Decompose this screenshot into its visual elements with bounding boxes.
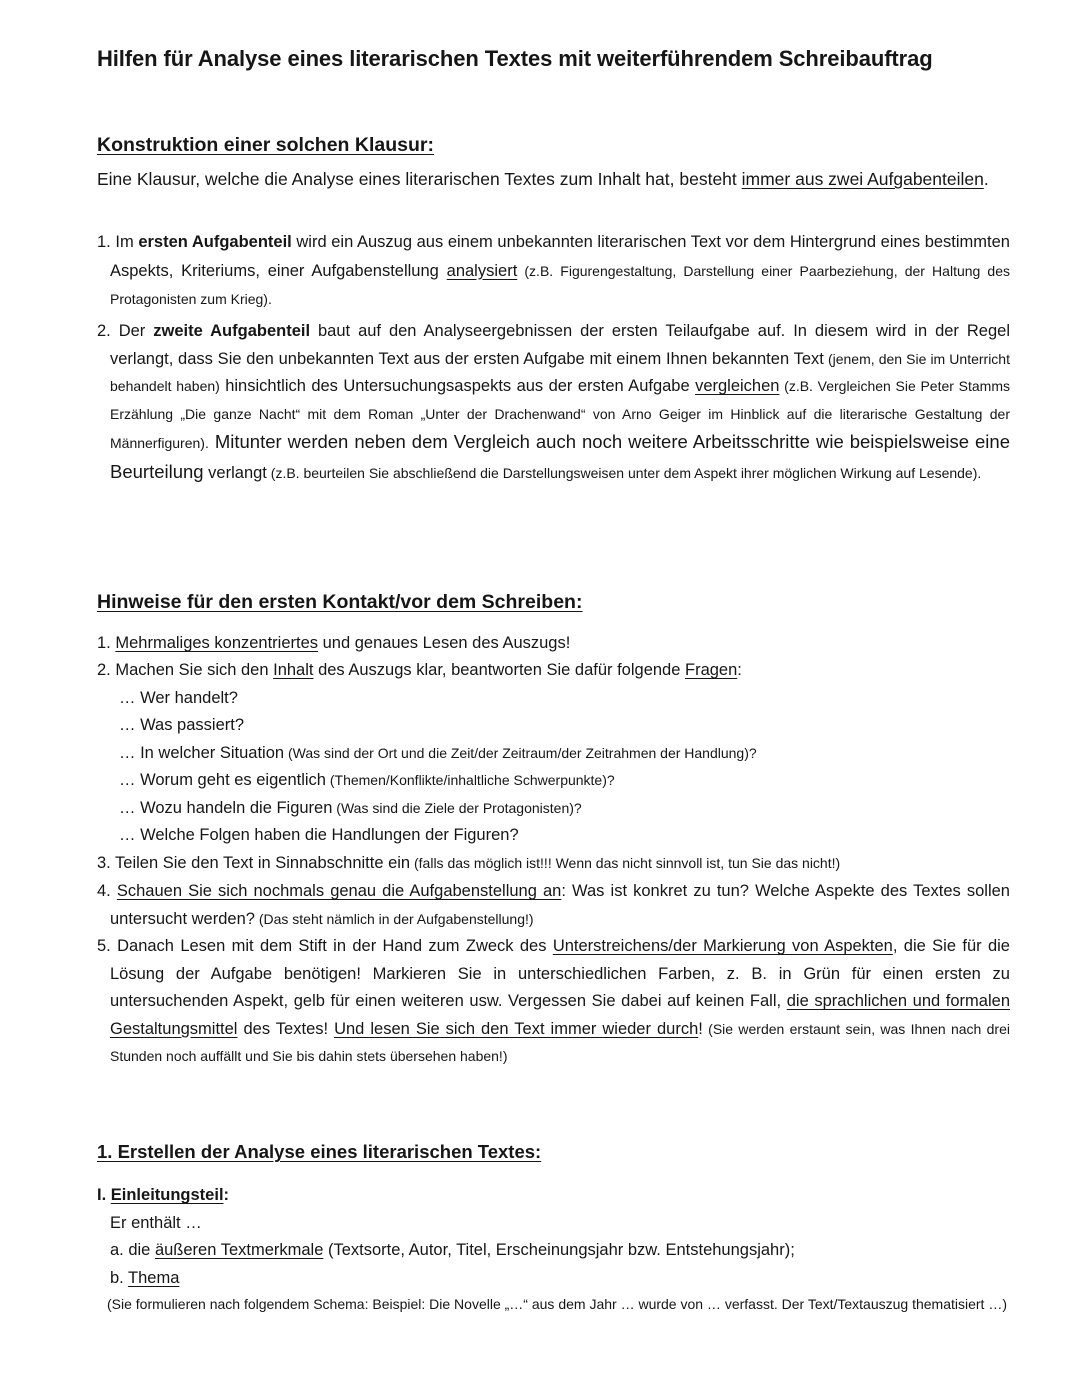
list-item-first-task: 1. Im ersten Aufgabenteil wird ein Auszug aus einem unbekannten literarischen Text vor dem Hintergrund eines bestimmten Aspekts, Kriteriums, einer Aufgabenstellung analysiert (z.B. Figurengestaltung, Darstellung einer Paarbeziehung, der Haltung des Protagonisten zum Krieg).: [97, 233, 1010, 307]
list-item-aufgabenstellung: 4. Schauen Sie sich nochmals genau die Aufgabenstellung an: Was ist konkret zu tun? Welche Aspekte des Textes sollen untersucht werden? (Das steht nämlich in der Aufgabenstellung!): [97, 882, 1010, 928]
item-thema: b. Thema: [110, 1269, 180, 1287]
list-item-second-task: 2. Der zweite Aufgabenteil baut auf den Analyseergebnissen der ersten Teilaufgabe auf. In diesem wird in der Regel verlangt, dass Sie den unbekannten Text aus der ersten Aufgabe mit einem Ihnen bekannten Text (jenem, den Sie im Unterricht behandelt haben) hinsichtlich des Untersuchungsaspekts aus der ersten Aufgabe vergleichen (z.B. Vergleichen Sie Peter Stamms Erzählung „Die ganze Nacht“ mit dem Roman „Unter der Drachenwand“ von Arno Geiger im Hinblick auf die literarische Gestaltung der Männerfiguren). Mitunter werden neben dem Vergleich auch noch weitere Arbeitsschritte wie beispielsweise eine Beurteilung verlangt (z.B. beurteilen Sie abschließend die Darstellungsweisen unter dem Aspekt ihrer möglichen Wirkung auf Lesende).: [97, 322, 1010, 482]
question-folgen: … Welche Folgen haben die Handlungen der Figuren?: [119, 826, 519, 844]
list-item-inhalt: 2. Machen Sie sich den Inhalt des Auszugs klar, beantworten Sie dafür folgende Fragen:: [97, 661, 742, 679]
list-item-markieren: 5. Danach Lesen mit dem Stift in der Hand zum Zweck des Unterstreichens/der Markierung von Aspekten, die Sie für die Lösung der Aufgabe benötigen! Markieren Sie in unterschiedlichen Farben, z. B. in Grün für einen ersten zu untersuchenden Aspekt, gelb für einen weiteren usw. Vergessen Sie dabei auf keinen Fall, die sprachlichen und formalen Gestaltungsmittel des Textes! Und lesen Sie sich den Text immer wieder durch! (Sie werden erstaunt sein, was Ihnen nach drei Stunden noch auffällt und Sie bis dahin stets übersehen haben!): [97, 937, 1010, 1064]
item-textmerkmale: a. die äußeren Textmerkmale (Textsorte, Autor, Titel, Erscheinungsjahr bzw. Entstehungsjahr);: [110, 1241, 795, 1259]
contains-line: Er enthält …: [110, 1214, 202, 1232]
question-worum: … Worum geht es eigentlich (Themen/Konflikte/inhaltliche Schwerpunkte)?: [119, 771, 615, 789]
question-wer: … Wer handelt?: [119, 689, 238, 707]
list-item-lesen: 1. Mehrmaliges konzentriertes und genaues Lesen des Auszugs!: [97, 634, 571, 652]
schema-note: (Sie formulieren nach folgendem Schema: Beispiel: Die Novelle „…“ aus dem Jahr … wurde von … verfasst. Der Text/Textauszug thematisiert …): [107, 1296, 1007, 1312]
heading-konstruktion: Konstruktion einer solchen Klausur:: [97, 134, 434, 156]
list-item-sinnabschnitte: 3. Teilen Sie den Text in Sinnabschnitte ein (falls das möglich ist!!! Wenn das nicht sinnvoll ist, tun Sie das nicht!): [97, 854, 841, 872]
question-situation: … In welcher Situation (Was sind der Ort und die Zeit/der Zeitraum/der Zeitrahmen der Handlung)?: [119, 744, 757, 762]
intro-paragraph: Eine Klausur, welche die Analyse eines literarischen Textes zum Inhalt hat, besteht immer aus zwei Aufgabenteilen.: [97, 169, 989, 189]
question-wozu: … Wozu handeln die Figuren (Was sind die Ziele der Protagonisten)?: [119, 799, 582, 817]
question-was: … Was passiert?: [119, 716, 245, 734]
part-einleitungsteil: I. Einleitungsteil:: [97, 1186, 230, 1204]
document-title: Hilfen für Analyse eines literarischen Textes mit weiterführendem Schreibauftrag: [97, 46, 933, 71]
heading-erstellen: 1. Erstellen der Analyse eines literarischen Textes:: [97, 1141, 542, 1162]
heading-hinweise: Hinweise für den ersten Kontakt/vor dem Schreiben:: [97, 591, 583, 613]
